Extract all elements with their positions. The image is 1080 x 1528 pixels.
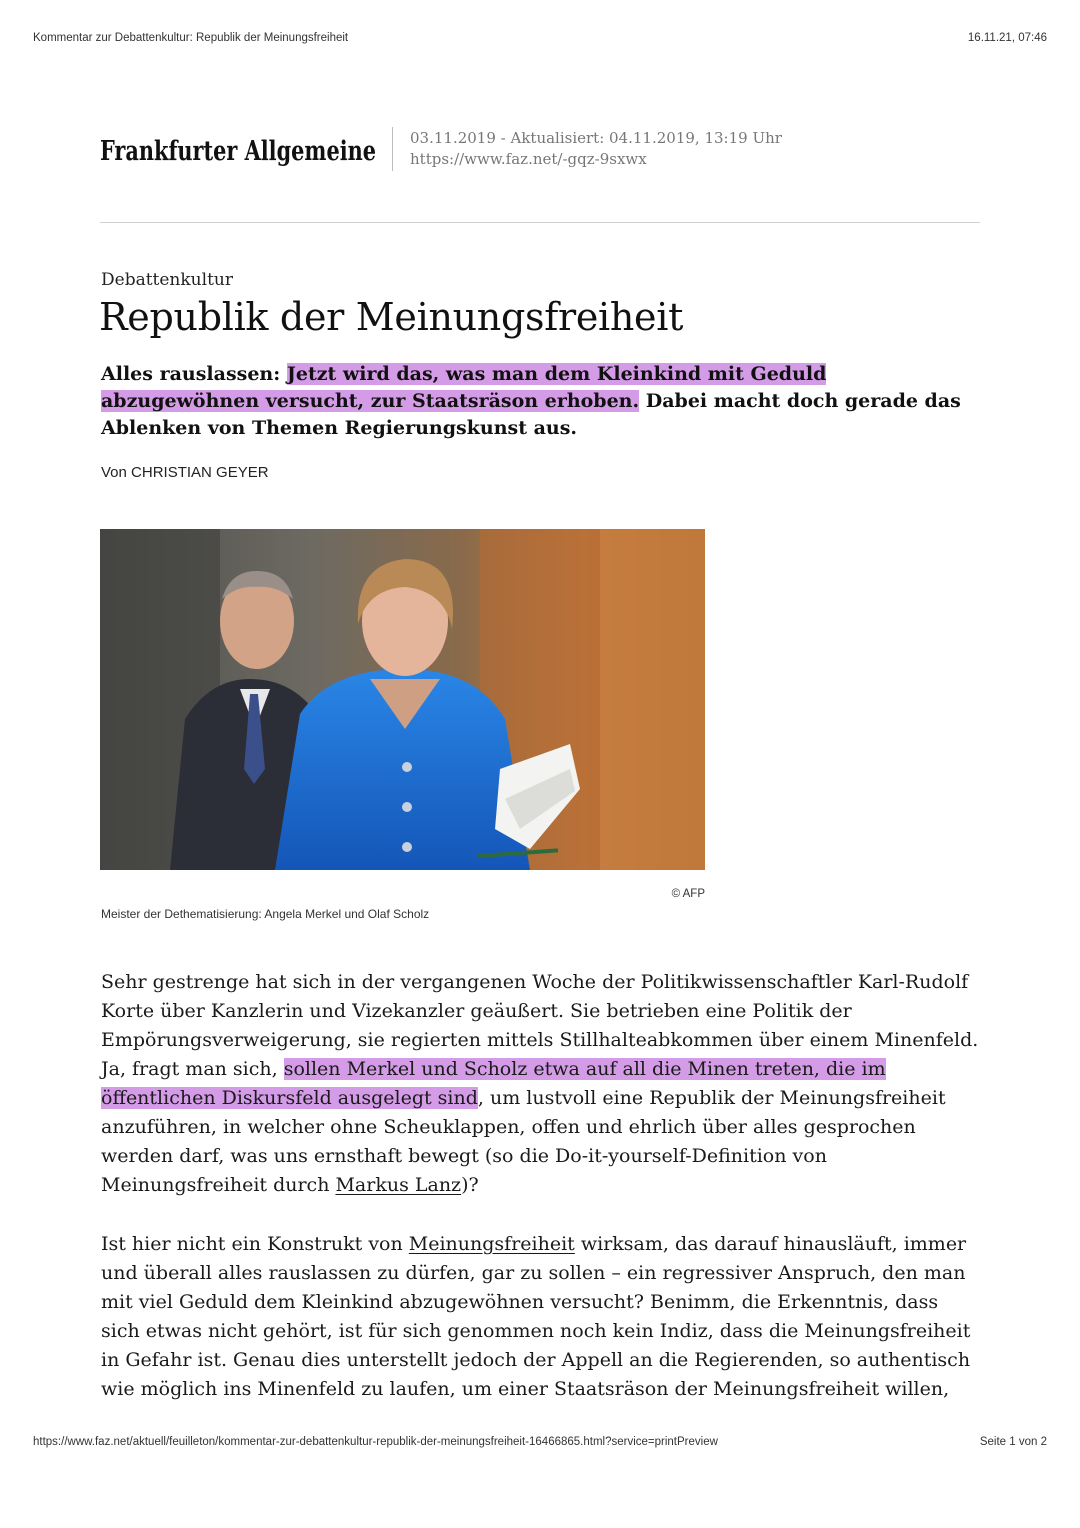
p1-text-b: , um lustvoll eine Republik der Meinungsfreiheit anzuführen, in welcher ohne Scheuklappen, offen und ehrlich über alles gesprochen werden darf, was uns ernsthaft bewegt (so die Do-it-yourself-Definition von Meinungsfreiheit durch xyxy=(101,1087,946,1196)
print-datetime: 16.11.21, 07:46 xyxy=(967,32,1047,44)
print-url: https://www.faz.net/aktuell/feuilleton/kommentar-zur-debattenkultur-republik-der-meinungsfreiheit-16466865.html?service=printPreview xyxy=(33,1436,718,1448)
article-dates: 03.11.2019 - Aktualisiert: 04.11.2019, 13:19 Uhr xyxy=(410,129,782,147)
p2-text-a: Ist hier nicht ein Konstrukt von xyxy=(101,1233,409,1255)
article-teaser xyxy=(101,361,981,442)
article-meta xyxy=(410,128,782,170)
photo-illustration xyxy=(100,529,705,870)
byline: Von CHRISTIAN GEYER xyxy=(101,464,269,481)
print-header xyxy=(33,32,1047,48)
masthead-divider xyxy=(392,127,393,171)
masthead xyxy=(100,124,980,174)
page-number: Seite 1 von 2 xyxy=(979,1436,1047,1448)
article-title: Republik der Meinungsfreiheit xyxy=(99,295,684,339)
p1-text-c: )? xyxy=(461,1174,479,1196)
p1-text-a: Sehr gestrenge hat sich in der vergangenen Woche der Politikwissenschaftler Karl-Rudolf Korte über Kanzlerin und Vizekanzler geäußert. Sie betrieben eine Politik der Empörungsverweigerung, sie regierten mittels Stillhalteabkommen über einem Minenfeld. Ja, fragt man sich, xyxy=(101,971,979,1080)
teaser-highlight: Jetzt wird das, was man dem Kleinkind mit Geduld abzugewöhnen versucht, zur Staatsräson erhoben. xyxy=(101,363,827,412)
link-markus-lanz[interactable]: Markus Lanz xyxy=(335,1174,462,1196)
article-kicker: Debattenkultur xyxy=(101,270,233,290)
logo-text: Frankfurter Allgemeine xyxy=(100,136,376,167)
p2-text-b: wirksam, das darauf hinausläuft, immer und überall alles rauslassen zu dürfen, gar zu sollen – ein regressiver Anspruch, den man mit viel Geduld dem Kleinkind abzugewöhnen versucht? Benimm, die Erkenntnis, dass sich etwas nicht gehört, ist für sich genommen noch kein Indiz, dass die Meinungsfreiheit in Gefahr ist. Genau dies unterstellt jedoch der Appell an die Regierenden, so authentisch wie möglich ins Minenfeld zu laufen, um einer Staatsräson der Meinungsfreiheit willen, xyxy=(101,1233,971,1400)
paragraph-2 xyxy=(101,1230,981,1404)
teaser-rest: Dabei macht doch gerade das Ablenken von Themen Regierungskunst aus. xyxy=(101,390,961,439)
faz-logo[interactable] xyxy=(100,128,378,172)
image-caption: Meister der Dethematisierung: Angela Merkel und Olaf Scholz xyxy=(101,907,430,921)
short-url: https://www.faz.net/-gqz-9sxwx xyxy=(410,150,647,168)
article-photo xyxy=(100,529,705,870)
p1-highlight: sollen Merkel und Scholz etwa auf all die Minen treten, die im öffentlichen Diskursfeld ausgelegt sind xyxy=(101,1058,886,1109)
print-doc-title: Kommentar zur Debattenkultur: Republik der Meinungsfreiheit xyxy=(33,32,349,44)
link-meinungsfreiheit[interactable]: Meinungsfreiheit xyxy=(408,1233,575,1255)
header-rule xyxy=(100,222,980,223)
teaser-lead: Alles rauslassen: xyxy=(101,363,287,385)
image-credit: © AFP xyxy=(671,888,705,900)
print-footer xyxy=(33,1436,1047,1452)
paragraph-1 xyxy=(101,968,981,1200)
